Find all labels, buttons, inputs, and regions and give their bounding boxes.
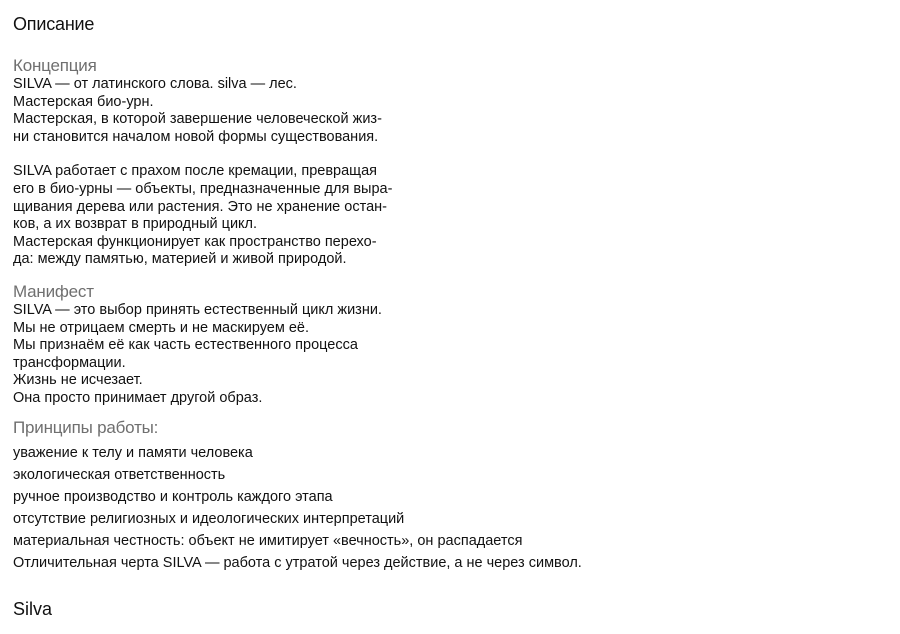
concept-line: ни становится началом новой формы существования.	[13, 128, 379, 145]
concept-section	[13, 56, 392, 269]
concept-line: его в био-урны — объекты, предназначенные для выра-	[13, 180, 393, 197]
concept-heading: Концепция	[13, 56, 97, 75]
principles-section	[13, 418, 582, 574]
concept-paragraph-2	[13, 163, 392, 269]
concept-line: Мастерская функционирует как пространство перехо-	[13, 233, 377, 250]
footer-title: Silva	[13, 599, 53, 619]
concept-line: ков, а их возврат в природный цикл.	[13, 216, 258, 233]
concept-line: да: между памятью, материей и живой природой.	[13, 251, 347, 268]
manifest-line: SILVA — это выбор принять естественный цикл жизни.	[13, 302, 382, 318]
concept-line: SILVA — от латинского слова. silva — лес.	[13, 76, 297, 92]
page-title: Описание	[13, 14, 95, 34]
manifest-heading: Манифест	[13, 282, 94, 301]
manifest-line: Жизнь не исчезает.	[13, 372, 143, 389]
principle-item: уважение к телу и памяти человека	[13, 445, 253, 461]
manifest-line: Мы не отрицаем смерть и не маскируем её.	[13, 319, 310, 336]
paragraph-spacer	[13, 146, 392, 163]
concept-paragraph-1	[13, 76, 392, 146]
principle-item: ручное производство и контроль каждого этапа	[13, 489, 333, 505]
principle-item: материальная честность: объект не имитирует «вечность», он распадается	[13, 533, 523, 549]
concept-line: Мастерская, в которой завершение человеческой жиз-	[13, 111, 382, 128]
manifest-section	[13, 282, 382, 408]
principles-heading: Принципы работы:	[13, 418, 159, 437]
manifest-line: Она просто принимает другой образ.	[13, 389, 263, 406]
concept-line: SILVA работает с прахом после кремации, превращая	[13, 163, 378, 180]
document-page	[13, 0, 883, 634]
principle-item: Отличительная черта SILVA — работа с утратой через действие, а не через символ.	[13, 555, 582, 571]
concept-line: щивания дерева или растения. Это не хранение остан-	[13, 198, 387, 215]
manifest-line: трансформации.	[13, 354, 126, 371]
principle-item: экологическая ответственность	[13, 467, 226, 483]
principle-item: отсутствие религиозных и идеологических интерпретаций	[13, 511, 405, 527]
manifest-line: Мы признаём её как часть естественного процесса	[13, 337, 358, 354]
concept-line: Мастерская био-урн.	[13, 93, 154, 110]
